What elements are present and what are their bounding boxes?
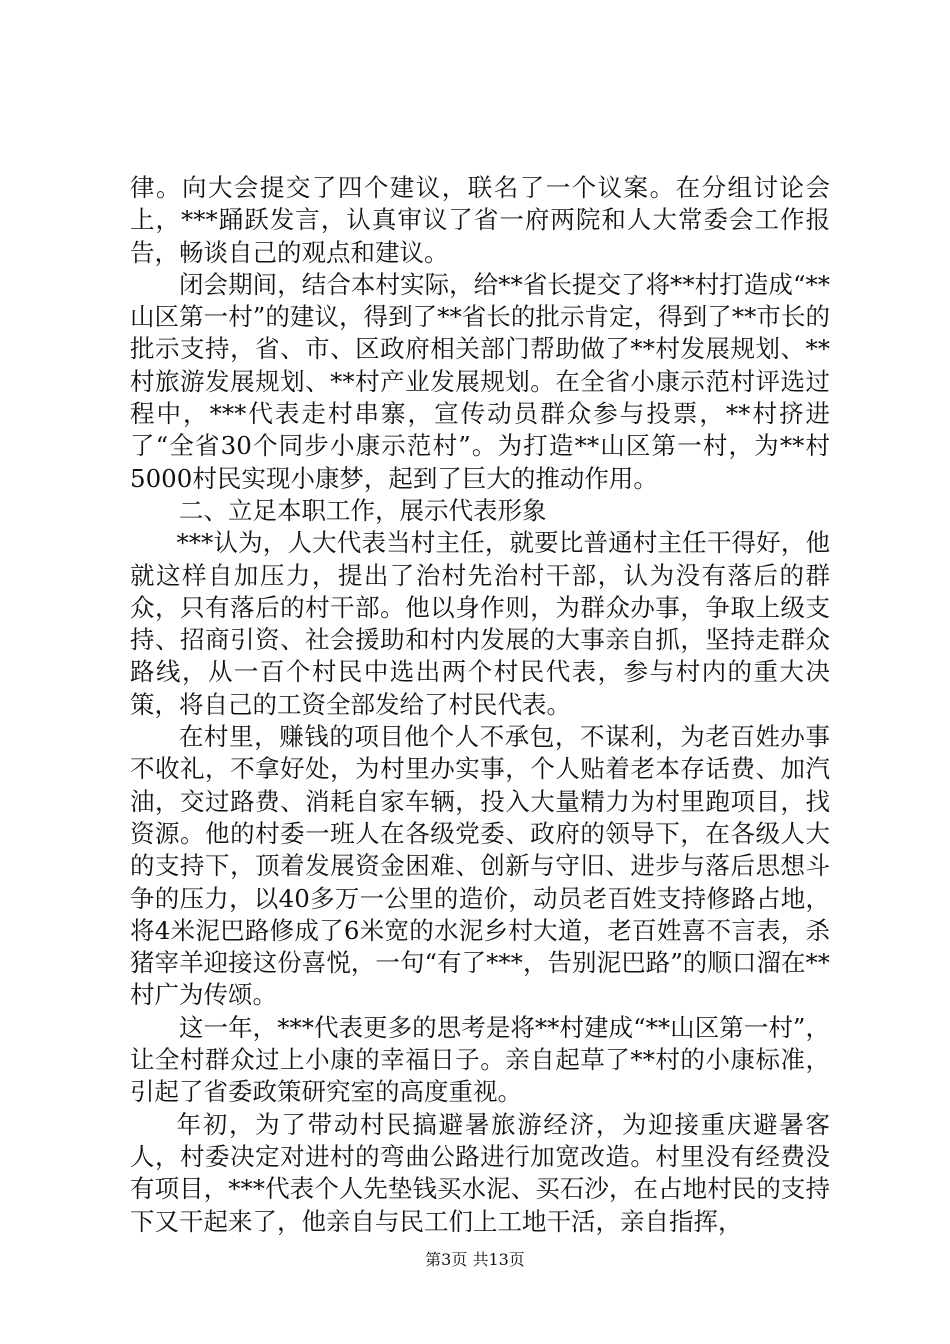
paragraph-3: ***认为，人大代表当村主任，就要比普通村主任干得好，他就这样自加压力，提出了治村先治村干部，认为没有落后的群众，只有落后的村干部。他以身作则，为群众办事，争取上级支持、招商引资、社会援助和村内发展的大事亲自抓，坚持走群众路线，从一百个村民中选出两个村民代表，参与村内的重大决策，将自己的工资全部发给了村民代表。 [130, 528, 830, 719]
paragraph-1: 律。向大会提交了四个建议，联名了一个议案。在分组讨论会上，***踊跃发言，认真审议了省一府两院和人大常委会工作报告，畅谈自己的观点和建议。 [130, 173, 830, 267]
paragraph-4: 在村里，赚钱的项目他个人不承包，不谋利，为老百姓办事不收礼，不拿好处，为村里办实事，个人贴着老本存话费、加汽油，交过路费、消耗自家车辆，投入大量精力为村里跑项目，找资源。他的村委一班人在各级党委、政府的领导下，在各级人大的支持下，顶着发展资金困难、创新与守旧、进步与落后思想斗争的压力，以40多万一公里的造价，动员老百姓支持修路占地，将4米泥巴路修成了6米宽的水泥乡村大道，老百姓喜不言表，杀猪宰羊迎接这份喜悦，一句“有了***，告别泥巴路”的顺口溜在**村广为传颂。 [130, 722, 830, 1010]
document-body [130, 172, 830, 1238]
paragraph-2: 闭会期间，结合本村实际，给**省长提交了将**村打造成“**山区第一村”的建议，得到了**省长的批示肯定，得到了**市长的批示支持，省、市、区政府相关部门帮助做了**村发展规划、**村旅游发展规划、**村产业发展规划。在全省小康示范村评选过程中，***代表走村串寨，宣传动员群众参与投票，**村挤进了“全省30个同步小康示范村”。为打造**山区第一村，为**村5000村民实现小康梦，起到了巨大的推动作用。 [130, 269, 830, 493]
section-heading: 二、立足本职工作，展示代表形象 [179, 495, 547, 525]
paragraph-6: 年初，为了带动村民搞避暑旅游经济，为迎接重庆避暑客人，村委决定对进村的弯曲公路进行加宽改造。村里没有经费没有项目，***代表个人先垫钱买水泥、买石沙，在占地村民的支持下又干起来了，他亲自与民工们上工地干活，亲自指挥， [130, 1109, 830, 1236]
page-number-footer: 第3页 共13页 [425, 1250, 525, 1269]
paragraph-5: 这一年，***代表更多的思考是将**村建成“**山区第一村”，让全村群众过上小康的幸福日子。亲自起草了**村的小康标准，引起了省委政策研究室的高度重视。 [130, 1012, 830, 1107]
